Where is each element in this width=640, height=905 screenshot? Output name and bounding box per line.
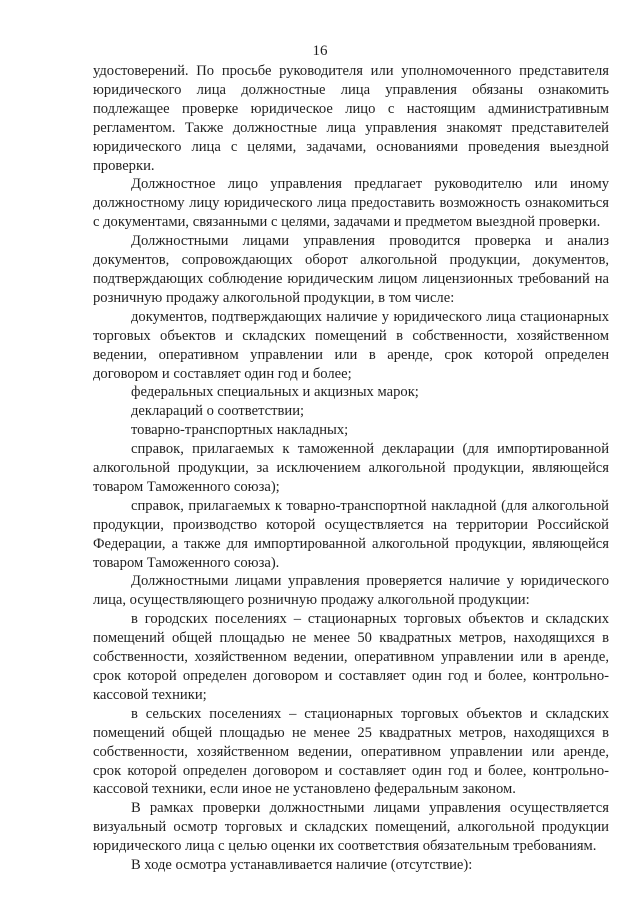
paragraph-retail-check: Должностными лицами управления проверяется наличие у юридического лица, осуществляющего розничную продажу алкогольной продукции: (93, 573, 609, 609)
paragraph-visual-inspection: В рамках проверки должностными лицами управления осуществляется визуальный осмотр торговых и складских помещений, алкогольной продукции юридического лица с целью оценки их соответствия обязательным требованиям. (93, 800, 609, 855)
list-item-urban: в городских поселениях – стационарных торговых объектов и складских помещений общей площадью не менее 50 квадратных метров, находящихся в собственности, хозяйственном ведении, оперативном управлении или в аренде, срок которой определен договором и составляет один год и более, контрольно-кассовой техники; (93, 611, 609, 703)
list-item-waybills: товарно-транспортных накладных; (131, 422, 349, 439)
list-item-documents: документов, подтверждающих наличие у юридического лица стационарных торговых объектов и складских помещений в собственности, хозяйственном ведении, оперативном управлении или в аренде, срок которой определен договором и составляет один год и более; (93, 308, 609, 382)
paragraph-inspection-presence: В ходе осмотра устанавливается наличие (отсутствие): (131, 857, 473, 874)
list-item-declarations: деклараций о соответствии; (131, 403, 305, 420)
paragraph-3: Должностными лицами управления проводится проверка и анализ документов, сопровождающих оборот алкогольной продукции, документов, подтверждающих соблюдение юридическим лицом лицензионных требований на розничную продажу алкогольной продукции, в том числе: (93, 233, 609, 306)
paragraph-1: удостоверений. По просьбе руководителя или уполномоченного представителя юридического лица должностные лица управления обязаны ознакомить подлежащее проверке юридическое лицо с настоящим административным регламентом. Также должностные лица управления знакомят представителей юридического лица с целями, задачами, основаниями проведения выездной проверки. (93, 63, 609, 174)
list-item-waybill-certificates: справок, прилагаемых к товарно-транспортной накладной (для алкогольной продукции, производство которой осуществляется на территории Российской Федерации, а также для импортированной алкогольной продукции, являющейся товаром Таможенного союза). (93, 497, 609, 571)
list-item-excise-marks: федеральных специальных и акцизных марок; (131, 384, 419, 401)
page-number: 16 (312, 43, 328, 59)
list-item-customs-certificates: справок, прилагаемых к таможенной декларации (для импортированной алкогольной продукции, за исключением алкогольной продукции, являющейся товаром Таможенного союза); (93, 441, 609, 495)
list-item-rural: в сельских поселениях – стационарных торговых объектов и складских помещений общей площадью не менее 25 квадратных метров, находящихся в собственности, хозяйственном ведении, оперативном управлении или аренде, срок которой определен договором и составляет один год и более, контрольно-кассовой техники, если иное не установлено федеральным законом. (93, 705, 609, 798)
page-body (93, 62, 609, 875)
paragraph-2: Должностное лицо управления предлагает руководителю или иному должностному лицу юридического лица предоставить возможность ознакомиться с документами, связанными с целями, задачами и предметом выездной проверки. (93, 176, 609, 231)
